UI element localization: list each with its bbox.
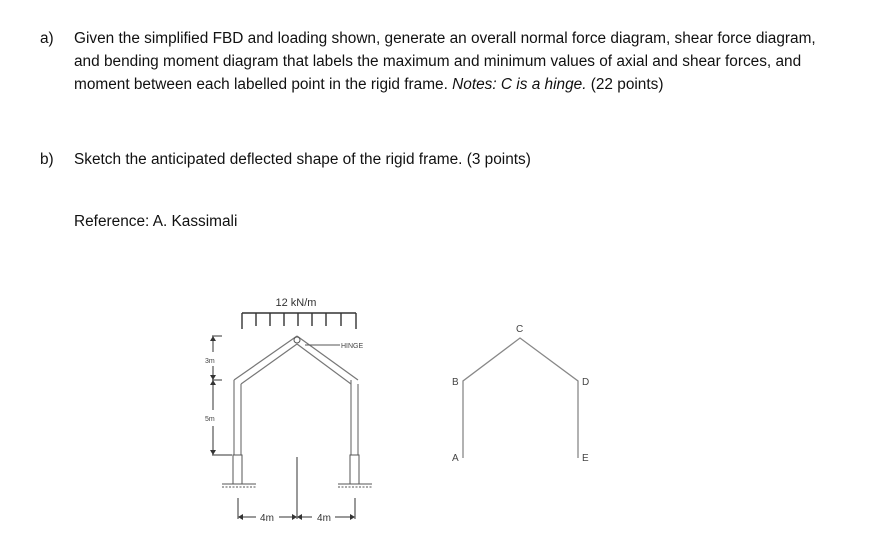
fbd-figure	[205, 297, 372, 524]
distributed-load	[242, 313, 356, 329]
dim-4m-left-label: 4m	[260, 513, 274, 524]
reference: Reference: A. Kassimali	[74, 213, 238, 230]
right-support-icon	[338, 455, 372, 487]
left-support-icon	[222, 455, 256, 487]
question-a-points: (22 points)	[586, 76, 664, 93]
point-a-label: A	[452, 453, 459, 464]
frame-outline	[463, 338, 578, 458]
question-b-label: b)	[40, 151, 54, 168]
horizontal-dimension	[238, 457, 355, 519]
question-a-label: a)	[40, 30, 54, 47]
point-c-label: C	[516, 324, 524, 335]
hinge-icon	[294, 337, 300, 343]
hinge-label: HINGE	[341, 343, 364, 350]
labelled-frame-figure	[452, 324, 589, 464]
point-d-label: D	[582, 377, 590, 388]
dim-3m-label: 3m	[205, 358, 215, 365]
question-b-text: Sketch the anticipated deflected shape of the rigid frame. (3 points)	[74, 151, 531, 168]
frame-members	[234, 336, 358, 455]
load-label: 12 kN/m	[275, 297, 317, 309]
point-b-label: B	[452, 377, 459, 388]
question-a-body: Given the simplified FBD and loading shown, generate an overall normal force diagram, shear force diagram, and bending moment diagram that labels the maximum and minimum values of axial and shear forces, and moment between each labelled point in the rigid frame.	[74, 30, 816, 93]
point-e-label: E	[582, 453, 589, 464]
dim-4m-right-label: 4m	[317, 513, 331, 524]
dim-5m-label: 5m	[205, 416, 215, 423]
question-a-notes: Notes: C is a hinge.	[452, 76, 587, 93]
vertical-dimension	[212, 336, 232, 455]
